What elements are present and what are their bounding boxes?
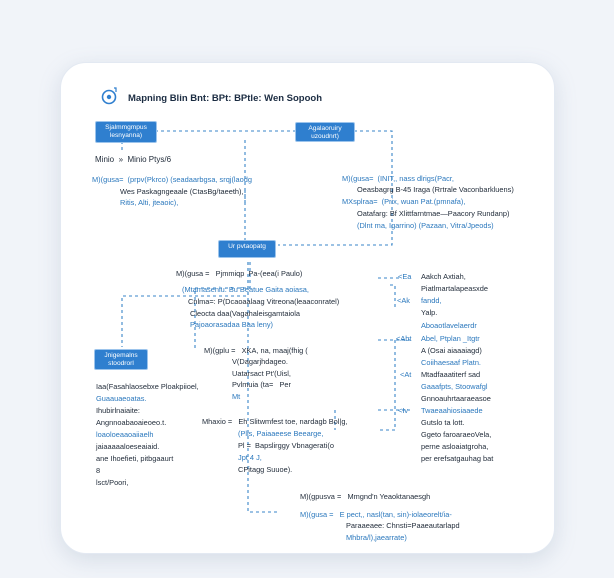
text-line: Angnnoabaoaieoeo.t. — [96, 418, 167, 427]
side-label: <Abt — [396, 334, 412, 343]
node-label: Ur pvtaopatg — [228, 243, 266, 250]
text-line: Ihubirlnaiaite: — [96, 406, 140, 415]
text-line: Gutslo ta lott. — [421, 418, 465, 427]
node-box-3[interactable] — [219, 241, 275, 257]
top-left-heading: Minio » Minio Ptys/6 — [95, 155, 172, 164]
node-label: Sjalmmgmpus lesnyanna) — [105, 124, 147, 139]
text-line: 8 — [96, 466, 101, 475]
text-line: M)(gusa = Pjmmiqp Pa-(eea(i Paulo) — [176, 269, 303, 278]
text-line: Ritis, Alti, jteaoic), — [120, 198, 179, 207]
text-line: (Mtamaseniu: Bu Beatue Gaita aoiasa, — [182, 285, 309, 294]
text-line: Aboaotlavelaerdr — [421, 321, 477, 330]
text-line: Coiihaesaaf Platn. — [421, 358, 481, 367]
text-line: Abel, Ptplan _Itgtr — [421, 334, 480, 343]
text-line: Ggeto faroaraeoVela, — [421, 430, 492, 439]
node-box-1[interactable] — [96, 122, 156, 142]
text-line: M)(gplu = XKA, na, maaj(fhig ( — [204, 346, 308, 355]
text-line: jaiaaaaaloeseaiaid. — [96, 442, 160, 451]
text-line: per erefsatgauhag bat — [421, 454, 494, 463]
text-line: A (Osai aiaaaiagd) — [421, 346, 482, 355]
text-line: Pajoaorasadaa Baa leny) — [190, 320, 273, 329]
text-line: Paraaeaee: Chnsti=Paaeautarlapd — [346, 521, 460, 530]
text-line: loaoloeaaoaiiaelh — [96, 430, 154, 439]
node-label: Jnigemalns stoodrorl — [104, 352, 138, 367]
text-line: fandd, — [421, 296, 442, 305]
text-line: ane Ihoefieti, pitbgaaurt — [96, 454, 174, 463]
side-label: <Ak — [397, 296, 410, 305]
text-line: Pl = Bapslirggy Vbnagerati(o — [238, 441, 334, 450]
text-line: MXsplraa= (Prix, wuan Pat.(pmnafa), — [342, 197, 466, 206]
text-line: Aakch Axtiah, — [421, 272, 466, 281]
text-line: Jpt 4 J, — [238, 453, 262, 462]
text-line: Mhaxio = Eh Slitwmfest toe, nardagb Bol|g, — [202, 417, 348, 426]
text-line: Cleocta daa(Vagahaleisgamtaiola — [190, 309, 300, 318]
node-box-2[interactable] — [296, 123, 354, 141]
text-line: V(Dagarjhdageo. — [232, 357, 288, 366]
text-line: Wes Paskagngeaale (CtasBg/taeeth), — [120, 187, 244, 196]
text-line: Mhbra/l),jaearrate) — [346, 533, 407, 542]
text-line: Gnnoauhrtaaraeasoe — [421, 394, 491, 403]
node-label: Agalaoruiry uzoudnrt) — [308, 125, 342, 140]
text-line: (Plis, Paiaaeese Beearge, — [238, 429, 324, 438]
text-line: M)(gusa= (INIT,, nass dlrigs(Pacr, — [342, 174, 454, 183]
page-title: Mapning Blin Bnt: BPt: BPtle: Wen Sopooh — [128, 93, 323, 104]
text-line: Yalp. — [421, 308, 438, 317]
text-line: M)(gusa= (prpv(Pkrco) (seadaarbgsa, srqj(laodg — [92, 175, 252, 184]
text-line: Pvlmuia (ta= Per — [232, 380, 291, 389]
text-line: Piatlmartalapeasxde — [421, 284, 488, 293]
text-line: Iaa(Fasahlaosebxe Ploakpiioel, — [96, 382, 199, 391]
node-box-4[interactable] — [95, 350, 147, 369]
text-line: lsct/Poori, — [96, 478, 129, 487]
text-line: Oeasbagrg B-45 Iraga (Rrtrale Vaconbarkluens) — [357, 185, 514, 194]
text-line: Cnlma=: P(Dcaoaalaag Vitreona(leaaconratel) — [188, 297, 340, 306]
side-label: <At — [400, 370, 412, 379]
text-line: Oatafarg: Bf Xlittfarntmae—Paacory Rundanp) — [357, 209, 510, 218]
text-line: Gaaafpts, Stoowafgl — [421, 382, 488, 391]
text-line: M)(gusa = E pect,, nasl(tan, sin)-iolaeorelt/ia- — [300, 510, 452, 519]
side-label: <Ea — [398, 272, 412, 281]
text-line: perne asloaiatgroha, — [421, 442, 489, 451]
text-line: M)(gpusva = Mmgnd'n Yeaoktanaesgh — [300, 492, 431, 501]
text-line: Twaeaahiosiaaede — [421, 406, 483, 415]
text-line: Guaauaeoatas. — [96, 394, 147, 403]
text-line: CPitagg Suuoe). — [238, 465, 293, 474]
text-line: (Dlnt ma, Igarrino) (Pazaan, Vitra/Jpeods) — [357, 221, 494, 230]
text-line: Mt — [232, 392, 241, 401]
text-line: Uatarsact Pt'(Uisl, — [232, 369, 291, 378]
text-line: Mtadfaaatiterf sad — [421, 370, 481, 379]
side-label: <Iv — [398, 406, 409, 415]
